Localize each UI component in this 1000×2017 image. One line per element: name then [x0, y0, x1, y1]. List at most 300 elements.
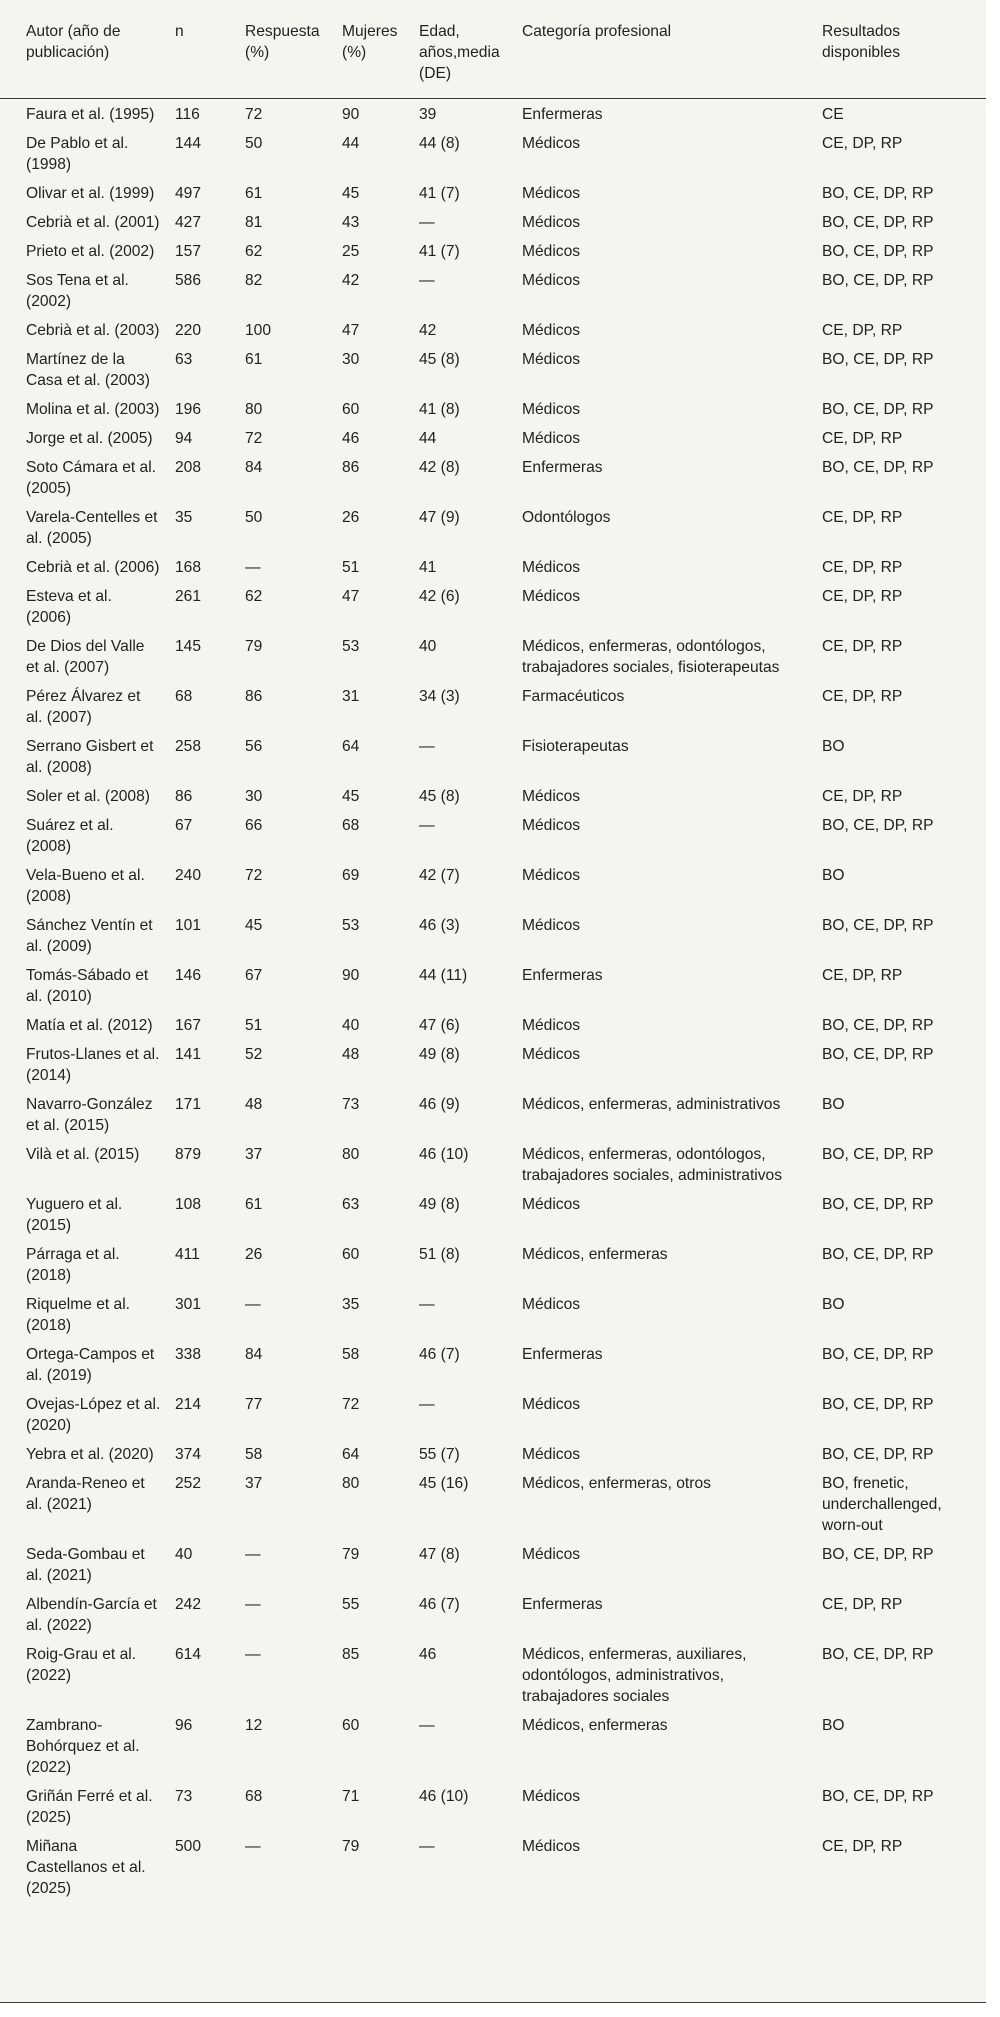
cell-response-rate: 84 — [245, 1346, 263, 1363]
table-row — [0, 1337, 986, 1387]
cell-professional-category: Médicos — [522, 1546, 581, 1563]
table-row — [0, 1637, 986, 1708]
cell-available-results: BO, CE, DP, RP — [822, 243, 934, 260]
cell-response-rate: — — [245, 1646, 261, 1663]
cell-women-percent: 46 — [342, 430, 360, 447]
cell-professional-category: Enfermeras — [522, 967, 603, 984]
cell-response-rate: 80 — [245, 401, 263, 418]
cell-response-rate: 50 — [245, 509, 263, 526]
cell-author: Soler et al. (2008) — [26, 788, 150, 805]
cell-available-results: BO — [822, 1296, 845, 1313]
cell-response-rate: 86 — [245, 688, 263, 705]
cell-age: 42 (6) — [419, 588, 460, 605]
cell-professional-category: Médicos — [522, 559, 581, 576]
cell-age: — — [419, 1396, 435, 1413]
cell-n: 63 — [175, 351, 193, 368]
cell-n: 301 — [175, 1296, 202, 1313]
cell-professional-category: Médicos — [522, 1838, 581, 1855]
cell-author: Cebrià et al. (2001) — [26, 214, 160, 231]
cell-author: Ortega-Campos et al. (2019) — [26, 1346, 155, 1384]
cell-age: — — [419, 738, 435, 755]
cell-available-results: CE, DP, RP — [822, 430, 903, 447]
cell-available-results: BO, CE, DP, RP — [822, 1446, 934, 1463]
cell-available-results: CE, DP, RP — [822, 638, 903, 655]
column-header-response-rate: Respuesta (%) — [237, 0, 334, 99]
cell-women-percent: 68 — [342, 817, 360, 834]
cell-response-rate: 26 — [245, 1246, 263, 1263]
table-row — [0, 392, 986, 421]
cell-professional-category: Médicos — [522, 1196, 581, 1213]
cell-age: 45 (16) — [419, 1475, 469, 1492]
column-header-available-results: Resultados disponibles — [814, 0, 986, 99]
cell-professional-category: Médicos — [522, 867, 581, 884]
cell-age: 45 (8) — [419, 788, 460, 805]
table-row — [0, 313, 986, 342]
column-header-women-percent: Mujeres (%) — [334, 0, 411, 99]
cell-author: Ovejas-López et al. (2020) — [26, 1396, 161, 1434]
cell-age: 42 (7) — [419, 867, 460, 884]
cell-response-rate: 79 — [245, 638, 263, 655]
cell-n: 196 — [175, 401, 202, 418]
cell-women-percent: 79 — [342, 1546, 360, 1563]
table-row — [0, 234, 986, 263]
cell-professional-category: Médicos — [522, 1046, 581, 1063]
cell-response-rate: 72 — [245, 430, 263, 447]
cell-n: 167 — [175, 1017, 202, 1034]
column-header-professional-category: Categoría profesional — [514, 0, 814, 99]
table-row — [0, 176, 986, 205]
cell-available-results: BO, CE, DP, RP — [822, 1346, 934, 1363]
cell-professional-category: Enfermeras — [522, 1596, 603, 1613]
cell-women-percent: 69 — [342, 867, 360, 884]
table-row — [0, 205, 986, 234]
cell-response-rate: 37 — [245, 1146, 263, 1163]
cell-author: Suárez et al. (2008) — [26, 817, 114, 855]
cell-professional-category: Enfermeras — [522, 1346, 603, 1363]
cell-age: — — [419, 214, 435, 231]
cell-available-results: BO, CE, DP, RP — [822, 1788, 934, 1805]
cell-response-rate: — — [245, 1546, 261, 1563]
cell-author: Navarro-González et al. (2015) — [26, 1096, 153, 1134]
cell-professional-category: Médicos, enfermeras, otros — [522, 1475, 711, 1492]
cell-n: 144 — [175, 135, 202, 152]
cell-author: Matía et al. (2012) — [26, 1017, 153, 1034]
cell-available-results: BO, CE, DP, RP — [822, 917, 934, 934]
cell-n: 145 — [175, 638, 202, 655]
table-row — [0, 629, 986, 679]
table-row — [0, 1008, 986, 1037]
cell-age: 34 (3) — [419, 688, 460, 705]
cell-age: 49 (8) — [419, 1196, 460, 1213]
cell-professional-category: Médicos — [522, 243, 581, 260]
cell-women-percent: 40 — [342, 1017, 360, 1034]
cell-author: De Pablo et al. (1998) — [26, 135, 129, 173]
cell-professional-category: Médicos, enfermeras, auxiliares, odontólogos, administrativos, trabajadores sociales — [522, 1646, 747, 1705]
table-row — [0, 858, 986, 908]
cell-available-results: BO, CE, DP, RP — [822, 214, 934, 231]
cell-response-rate: — — [245, 1296, 261, 1313]
cell-women-percent: 60 — [342, 1717, 360, 1734]
cell-available-results: BO, frenetic, underchallenged, worn-out — [822, 1475, 942, 1534]
cell-author: De Dios del Valle et al. (2007) — [26, 638, 145, 676]
cell-author: Zambrano-Bohórquez et al. (2022) — [26, 1717, 140, 1776]
cell-response-rate: 68 — [245, 1788, 263, 1805]
cell-author: Seda-Gombau et al. (2021) — [26, 1546, 145, 1584]
cell-response-rate: 77 — [245, 1396, 263, 1413]
cell-professional-category: Médicos — [522, 1296, 581, 1313]
cell-n: 214 — [175, 1396, 202, 1413]
cell-available-results: BO — [822, 1096, 845, 1113]
cell-n: 68 — [175, 688, 193, 705]
cell-age: 46 — [419, 1646, 437, 1663]
cell-women-percent: 79 — [342, 1838, 360, 1855]
cell-professional-category: Médicos — [522, 351, 581, 368]
cell-n: 146 — [175, 967, 202, 984]
cell-available-results: BO, CE, DP, RP — [822, 185, 934, 202]
cell-available-results: BO, CE, DP, RP — [822, 1017, 934, 1034]
cell-response-rate: 61 — [245, 185, 263, 202]
cell-author: Jorge et al. (2005) — [26, 430, 153, 447]
cell-professional-category: Médicos, enfermeras — [522, 1246, 668, 1263]
cell-n: 208 — [175, 459, 202, 476]
cell-available-results: BO, CE, DP, RP — [822, 459, 934, 476]
cell-n: 86 — [175, 788, 193, 805]
cell-available-results: BO, CE, DP, RP — [822, 401, 934, 418]
cell-response-rate: 67 — [245, 967, 263, 984]
cell-author: Esteva et al. (2006) — [26, 588, 112, 626]
cell-author: Yuguero et al. (2015) — [26, 1196, 123, 1234]
cell-n: 240 — [175, 867, 202, 884]
table-row — [0, 1708, 986, 1779]
cell-professional-category: Médicos — [522, 917, 581, 934]
cell-age: 47 (9) — [419, 509, 460, 526]
cell-available-results: CE, DP, RP — [822, 135, 903, 152]
cell-response-rate: 48 — [245, 1096, 263, 1113]
cell-available-results: BO, CE, DP, RP — [822, 272, 934, 289]
cell-women-percent: 73 — [342, 1096, 360, 1113]
cell-age: 42 (8) — [419, 459, 460, 476]
cell-age: 47 (8) — [419, 1546, 460, 1563]
cell-women-percent: 26 — [342, 509, 360, 526]
table-row — [0, 1137, 986, 1187]
cell-women-percent: 53 — [342, 917, 360, 934]
cell-n: 411 — [175, 1246, 200, 1263]
cell-professional-category: Médicos — [522, 322, 581, 339]
table-row — [0, 1237, 986, 1287]
cell-response-rate: 100 — [245, 322, 272, 339]
table-row — [0, 263, 986, 313]
cell-professional-category: Médicos — [522, 185, 581, 202]
cell-available-results: CE, DP, RP — [822, 1838, 903, 1855]
cell-professional-category: Médicos — [522, 788, 581, 805]
cell-women-percent: 48 — [342, 1046, 360, 1063]
cell-women-percent: 55 — [342, 1596, 360, 1613]
cell-n: 374 — [175, 1446, 202, 1463]
cell-age: 45 (8) — [419, 351, 460, 368]
cell-n: 171 — [175, 1096, 202, 1113]
cell-n: 497 — [175, 185, 202, 202]
cell-women-percent: 58 — [342, 1346, 360, 1363]
table-row — [0, 1779, 986, 1829]
cell-available-results: BO, CE, DP, RP — [822, 1146, 934, 1163]
cell-women-percent: 42 — [342, 272, 360, 289]
cell-author: Aranda-Reneo et al. (2021) — [26, 1475, 145, 1513]
table-row — [0, 1387, 986, 1437]
cell-available-results: CE, DP, RP — [822, 559, 903, 576]
table-header — [0, 0, 986, 99]
cell-response-rate: 62 — [245, 243, 263, 260]
cell-age: 41 (7) — [419, 185, 460, 202]
cell-author: Cebrià et al. (2006) — [26, 559, 160, 576]
cell-author: Yebra et al. (2020) — [26, 1446, 154, 1463]
cell-age: 41 (8) — [419, 401, 460, 418]
cell-professional-category: Médicos — [522, 1017, 581, 1034]
table-row — [0, 958, 986, 1008]
cell-age: 55 (7) — [419, 1446, 460, 1463]
cell-response-rate: — — [245, 1596, 261, 1613]
cell-n: 500 — [175, 1838, 202, 1855]
cell-author: Prieto et al. (2002) — [26, 243, 155, 260]
table-row — [0, 500, 986, 550]
cell-author: Vela-Bueno et al. (2008) — [26, 867, 145, 905]
cell-available-results: CE, DP, RP — [822, 322, 903, 339]
cell-author: Faura et al. (1995) — [26, 106, 155, 123]
table-row — [0, 1537, 986, 1587]
cell-available-results: BO, CE, DP, RP — [822, 1546, 934, 1563]
cell-women-percent: 51 — [342, 559, 360, 576]
cell-professional-category: Odontólogos — [522, 509, 611, 526]
cell-n: 261 — [175, 588, 202, 605]
cell-women-percent: 25 — [342, 243, 360, 260]
cell-author: Miñana Castellanos et al. (2025) — [26, 1838, 146, 1897]
cell-response-rate: 61 — [245, 351, 263, 368]
cell-author: Tomás-Sábado et al. (2010) — [26, 967, 149, 1005]
cell-professional-category: Médicos — [522, 135, 581, 152]
cell-professional-category: Fisioterapeutas — [522, 738, 629, 755]
cell-age: 40 — [419, 638, 437, 655]
cell-professional-category: Médicos — [522, 401, 581, 418]
cell-author: Párraga et al. (2018) — [26, 1246, 120, 1284]
cell-n: 427 — [175, 214, 202, 231]
table-row — [0, 579, 986, 629]
cell-professional-category: Médicos — [522, 588, 581, 605]
cell-author: Vilà et al. (2015) — [26, 1146, 140, 1163]
cell-n: 73 — [175, 1788, 193, 1805]
cell-available-results: BO, CE, DP, RP — [822, 817, 934, 834]
cell-age: 47 (6) — [419, 1017, 460, 1034]
cell-n: 338 — [175, 1346, 202, 1363]
cell-author: Frutos-Llanes et al. (2014) — [26, 1046, 160, 1084]
cell-author: Molina et al. (2003) — [26, 401, 160, 418]
cell-author: Sos Tena et al. (2002) — [26, 272, 129, 310]
table-row — [0, 1466, 986, 1537]
cell-women-percent: 60 — [342, 401, 360, 418]
cell-response-rate: 12 — [245, 1717, 263, 1734]
cell-women-percent: 71 — [342, 1788, 360, 1805]
table-row — [0, 1087, 986, 1137]
cell-age: — — [419, 1296, 435, 1313]
cell-n: 141 — [175, 1046, 202, 1063]
table-row — [0, 342, 986, 392]
cell-response-rate: 45 — [245, 917, 263, 934]
cell-response-rate: 81 — [245, 214, 263, 231]
table-row — [0, 1187, 986, 1237]
cell-response-rate: 50 — [245, 135, 263, 152]
column-header-author: Autor (año de publicación) — [0, 0, 167, 99]
cell-available-results: CE, DP, RP — [822, 509, 903, 526]
cell-available-results: BO — [822, 738, 845, 755]
cell-age: 41 (7) — [419, 243, 460, 260]
table-row — [0, 99, 986, 127]
cell-age: 46 (3) — [419, 917, 460, 934]
cell-n: 242 — [175, 1596, 202, 1613]
cell-age: 44 (8) — [419, 135, 460, 152]
cell-author: Roig-Grau et al. (2022) — [26, 1646, 137, 1684]
cell-professional-category: Médicos — [522, 272, 581, 289]
cell-response-rate: 72 — [245, 867, 263, 884]
cell-response-rate: 58 — [245, 1446, 263, 1463]
cell-women-percent: 31 — [342, 688, 360, 705]
cell-professional-category: Médicos, enfermeras, odontólogos, trabajadores sociales, fisioterapeutas — [522, 638, 780, 676]
cell-response-rate: 52 — [245, 1046, 263, 1063]
cell-women-percent: 53 — [342, 638, 360, 655]
cell-women-percent: 47 — [342, 322, 360, 339]
cell-response-rate: 66 — [245, 817, 263, 834]
cell-response-rate: — — [245, 559, 261, 576]
cell-n: 101 — [175, 917, 202, 934]
cell-professional-category: Farmacéuticos — [522, 688, 625, 705]
cell-age: 44 (11) — [419, 967, 468, 984]
cell-age: — — [419, 272, 435, 289]
cell-age: 46 (10) — [419, 1788, 469, 1805]
cell-n: 258 — [175, 738, 202, 755]
cell-age: 44 — [419, 430, 437, 447]
cell-author: Serrano Gisbert et al. (2008) — [26, 738, 154, 776]
cell-author: Albendín-García et al. (2022) — [26, 1596, 157, 1634]
cell-available-results: BO, CE, DP, RP — [822, 1246, 934, 1263]
cell-n: 116 — [175, 106, 200, 123]
cell-professional-category: Médicos — [522, 1788, 581, 1805]
cell-author: Martínez de la Casa et al. (2003) — [26, 351, 150, 389]
table-row — [0, 550, 986, 579]
table-row — [0, 1437, 986, 1466]
cell-available-results: BO, CE, DP, RP — [822, 1046, 934, 1063]
cell-age: 51 (8) — [419, 1246, 460, 1263]
cell-women-percent: 64 — [342, 738, 360, 755]
table-row — [0, 679, 986, 729]
cell-available-results: BO, CE, DP, RP — [822, 351, 934, 368]
column-header-age: Edad, años,media (DE) — [411, 0, 514, 99]
cell-professional-category: Médicos — [522, 214, 581, 231]
cell-women-percent: 85 — [342, 1646, 360, 1663]
cell-women-percent: 64 — [342, 1446, 360, 1463]
cell-response-rate: 84 — [245, 459, 263, 476]
cell-n: 168 — [175, 559, 202, 576]
cell-n: 40 — [175, 1546, 193, 1563]
cell-professional-category: Médicos — [522, 1446, 581, 1463]
cell-response-rate: 30 — [245, 788, 263, 805]
cell-n: 252 — [175, 1475, 202, 1492]
cell-author: Olivar et al. (1999) — [26, 185, 155, 202]
cell-available-results: BO, CE, DP, RP — [822, 1196, 934, 1213]
cell-women-percent: 43 — [342, 214, 360, 231]
cell-n: 96 — [175, 1717, 193, 1734]
cell-women-percent: 80 — [342, 1475, 360, 1492]
cell-response-rate: 56 — [245, 738, 263, 755]
cell-n: 586 — [175, 272, 202, 289]
cell-age: 41 — [419, 559, 437, 576]
cell-available-results: CE, DP, RP — [822, 1596, 903, 1613]
cell-women-percent: 30 — [342, 351, 360, 368]
cell-women-percent: 90 — [342, 106, 360, 123]
cell-professional-category: Enfermeras — [522, 106, 603, 123]
cell-response-rate: 37 — [245, 1475, 263, 1492]
table-row — [0, 808, 986, 858]
cell-women-percent: 80 — [342, 1146, 360, 1163]
cell-women-percent: 63 — [342, 1196, 360, 1213]
cell-professional-category: Médicos — [522, 430, 581, 447]
cell-women-percent: 47 — [342, 588, 360, 605]
cell-women-percent: 45 — [342, 788, 360, 805]
table-row — [0, 779, 986, 808]
cell-author: Pérez Álvarez et al. (2007) — [26, 688, 141, 726]
table-row — [0, 1829, 986, 1900]
cell-author: Varela-Centelles et al. (2005) — [26, 509, 158, 547]
cell-available-results: BO, CE, DP, RP — [822, 1646, 934, 1663]
cell-age: — — [419, 1717, 435, 1734]
cell-available-results: BO — [822, 867, 845, 884]
table-row — [0, 729, 986, 779]
table-row — [0, 126, 986, 176]
cell-women-percent: 90 — [342, 967, 360, 984]
table-row — [0, 908, 986, 958]
cell-women-percent: 60 — [342, 1246, 360, 1263]
cell-age: 39 — [419, 106, 437, 123]
cell-n: 35 — [175, 509, 193, 526]
cell-n: 220 — [175, 322, 202, 339]
cell-author: Cebrià et al. (2003) — [26, 322, 160, 339]
cell-age: 49 (8) — [419, 1046, 460, 1063]
table-body — [0, 99, 986, 1901]
cell-n: 879 — [175, 1146, 202, 1163]
cell-available-results: CE, DP, RP — [822, 788, 903, 805]
table-row — [0, 1287, 986, 1337]
cell-n: 94 — [175, 430, 193, 447]
table-row — [0, 421, 986, 450]
cell-professional-category: Médicos, enfermeras, odontólogos, trabajadores sociales, administrativos — [522, 1146, 783, 1184]
cell-n: 157 — [175, 243, 202, 260]
cell-response-rate: 61 — [245, 1196, 263, 1213]
cell-response-rate: — — [245, 1838, 261, 1855]
cell-age: — — [419, 817, 435, 834]
cell-response-rate: 72 — [245, 106, 263, 123]
cell-age: 42 — [419, 322, 437, 339]
header-row — [0, 0, 986, 99]
cell-age: 46 (7) — [419, 1596, 460, 1613]
cell-age: 46 (10) — [419, 1146, 469, 1163]
cell-women-percent: 44 — [342, 135, 360, 152]
cell-professional-category: Enfermeras — [522, 459, 603, 476]
cell-women-percent: 86 — [342, 459, 360, 476]
cell-women-percent: 45 — [342, 185, 360, 202]
cell-n: 67 — [175, 817, 193, 834]
cell-age: — — [419, 1838, 435, 1855]
cell-available-results: CE, DP, RP — [822, 588, 903, 605]
cell-author: Sánchez Ventín et al. (2009) — [26, 917, 153, 955]
cell-available-results: CE — [822, 106, 844, 123]
cell-available-results: CE, DP, RP — [822, 688, 903, 705]
table-row — [0, 1587, 986, 1637]
